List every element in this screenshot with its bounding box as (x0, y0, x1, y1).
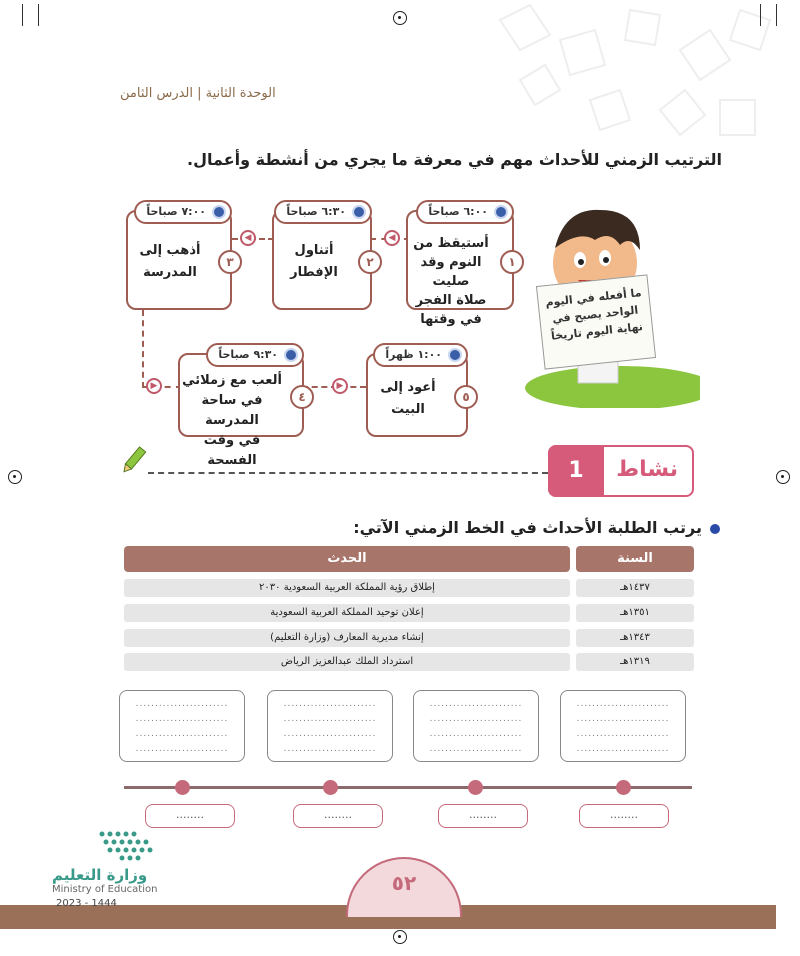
bullet-icon (710, 524, 720, 534)
clock-icon (284, 348, 298, 362)
event-line: صلاة الفجر (415, 293, 487, 308)
registration-mark-bottom (393, 930, 407, 944)
timeline-point (468, 780, 483, 795)
event-card-5 (366, 348, 470, 437)
timeline-point (175, 780, 190, 795)
event-line: في وقتها (420, 312, 482, 327)
event-line: في ساحة المدرسة (201, 393, 263, 428)
table-header-event: الحدث (124, 546, 570, 572)
unit-lesson-label: الوحدة الثانية | الدرس الثامن (120, 86, 276, 101)
timeline-answer-box-3[interactable]: ........................ ........................ ........................ ........................ (267, 690, 393, 762)
activity-label: نشاط (616, 457, 678, 482)
decorative-pattern (460, 0, 800, 170)
event-number: ٤ (290, 385, 314, 409)
event-line: المدرسة (143, 265, 197, 280)
timeline-point (616, 780, 631, 795)
sign-line: ما أفعله في اليوم (544, 286, 643, 310)
timeline-point (323, 780, 338, 795)
event-line: أستيقظ من (413, 236, 489, 251)
arrow-right-icon: ▶ (332, 378, 348, 394)
event-time: ٧:٠٠ صباحاً (134, 200, 232, 224)
sign-line: الواحد يصبح في (551, 303, 639, 326)
timeline-year-input[interactable]: ........ (145, 804, 235, 828)
intro-text: الترتيب الزمني للأحداث مهم في معرفة ما يجري من أنشطة وأعمال. (187, 150, 722, 169)
timeline-answer-box-4[interactable]: ........................ ........................ ........................ ........................ (119, 690, 245, 762)
character-sign (536, 274, 656, 369)
timeline-year-input[interactable]: ........ (579, 804, 669, 828)
arrow-right-icon: ▶ (146, 378, 162, 394)
ministry-logo-icon (96, 828, 160, 864)
table-cell-year: ١٣٤٣هـ (576, 629, 694, 647)
event-line: في وقت الفسحة (203, 433, 261, 468)
clock-icon (352, 205, 366, 219)
event-line: النوم وقد صليت (420, 255, 482, 289)
page-number-tab (346, 857, 462, 917)
event-line: أعود إلى (380, 380, 436, 395)
event-card-2 (272, 205, 374, 310)
arrow-left-icon: ◀ (240, 230, 256, 246)
table-cell-event: إنشاء مديرية المعارف (وزارة التعليم) (124, 629, 570, 647)
crop-mark (38, 4, 39, 26)
edition-year: 2023 - 1444 (56, 898, 117, 909)
clock-icon (212, 205, 226, 219)
table-cell-year: ١٤٣٧هـ (576, 579, 694, 597)
clock-icon (494, 205, 508, 219)
timeline-year-input[interactable]: ........ (293, 804, 383, 828)
activity-divider (148, 472, 548, 474)
ministry-name-arabic: وزارة التعليم (52, 866, 148, 884)
registration-mark-left (8, 470, 22, 484)
timeline-answer-box-1[interactable]: ........................ ........................ ........................ ........................ (560, 690, 686, 762)
event-card-3 (126, 205, 234, 310)
timeline-year-input[interactable]: ........ (438, 804, 528, 828)
crop-mark (22, 4, 23, 26)
table-cell-event: إطلاق رؤية المملكة العربية السعودية ٢٠٣٠ (124, 579, 570, 597)
ministry-name-english: Ministry of Education (52, 884, 158, 895)
crop-mark (760, 4, 761, 26)
event-time: ١:٠٠ ظهراً (373, 343, 468, 367)
clock-icon (448, 348, 462, 362)
event-line: الإفطار (290, 265, 338, 280)
activity-banner (548, 445, 694, 497)
registration-mark-top (393, 11, 407, 25)
event-number: ١ (500, 250, 524, 274)
timeline-axis (124, 786, 692, 789)
event-card-1 (406, 205, 516, 327)
table-cell-event: استرداد الملك عبدالعزيز الرياض (124, 653, 570, 671)
activity-number: 1 (548, 445, 604, 497)
event-time: ٦:٣٠ صباحاً (274, 200, 372, 224)
pencil-icon (118, 446, 148, 476)
connector-line (142, 310, 144, 388)
event-line: أتناول (294, 243, 334, 258)
registration-mark-right (776, 470, 790, 484)
arrow-left-icon: ◀ (384, 230, 400, 246)
sign-line: نهاية اليوم تاريخاً (550, 320, 644, 343)
event-number: ٥ (454, 385, 478, 409)
event-time: ٦:٠٠ صباحاً (416, 200, 514, 224)
instruction-text: يرتب الطلبة الأحداث في الخط الزمني الآتي: (353, 518, 702, 537)
table-cell-event: إعلان توحيد المملكة العربية السعودية (124, 604, 570, 622)
event-line: البيت (391, 402, 425, 417)
table-cell-year: ١٣١٩هـ (576, 653, 694, 671)
crop-mark (776, 4, 777, 26)
page-number: ٥٢ (391, 871, 417, 895)
event-number: ٢ (358, 250, 382, 274)
event-number: ٣ (218, 250, 242, 274)
timeline-answer-box-2[interactable]: ........................ ........................ ........................ ........................ (413, 690, 539, 762)
table-cell-year: ١٣٥١هـ (576, 604, 694, 622)
event-card-4 (178, 348, 306, 468)
table-header-year: السنة (576, 546, 694, 572)
event-line: ألعب مع زملائي (182, 373, 282, 388)
event-time: ٩:٣٠ صباحاً (206, 343, 304, 367)
event-line: أذهب إلى (139, 243, 201, 258)
